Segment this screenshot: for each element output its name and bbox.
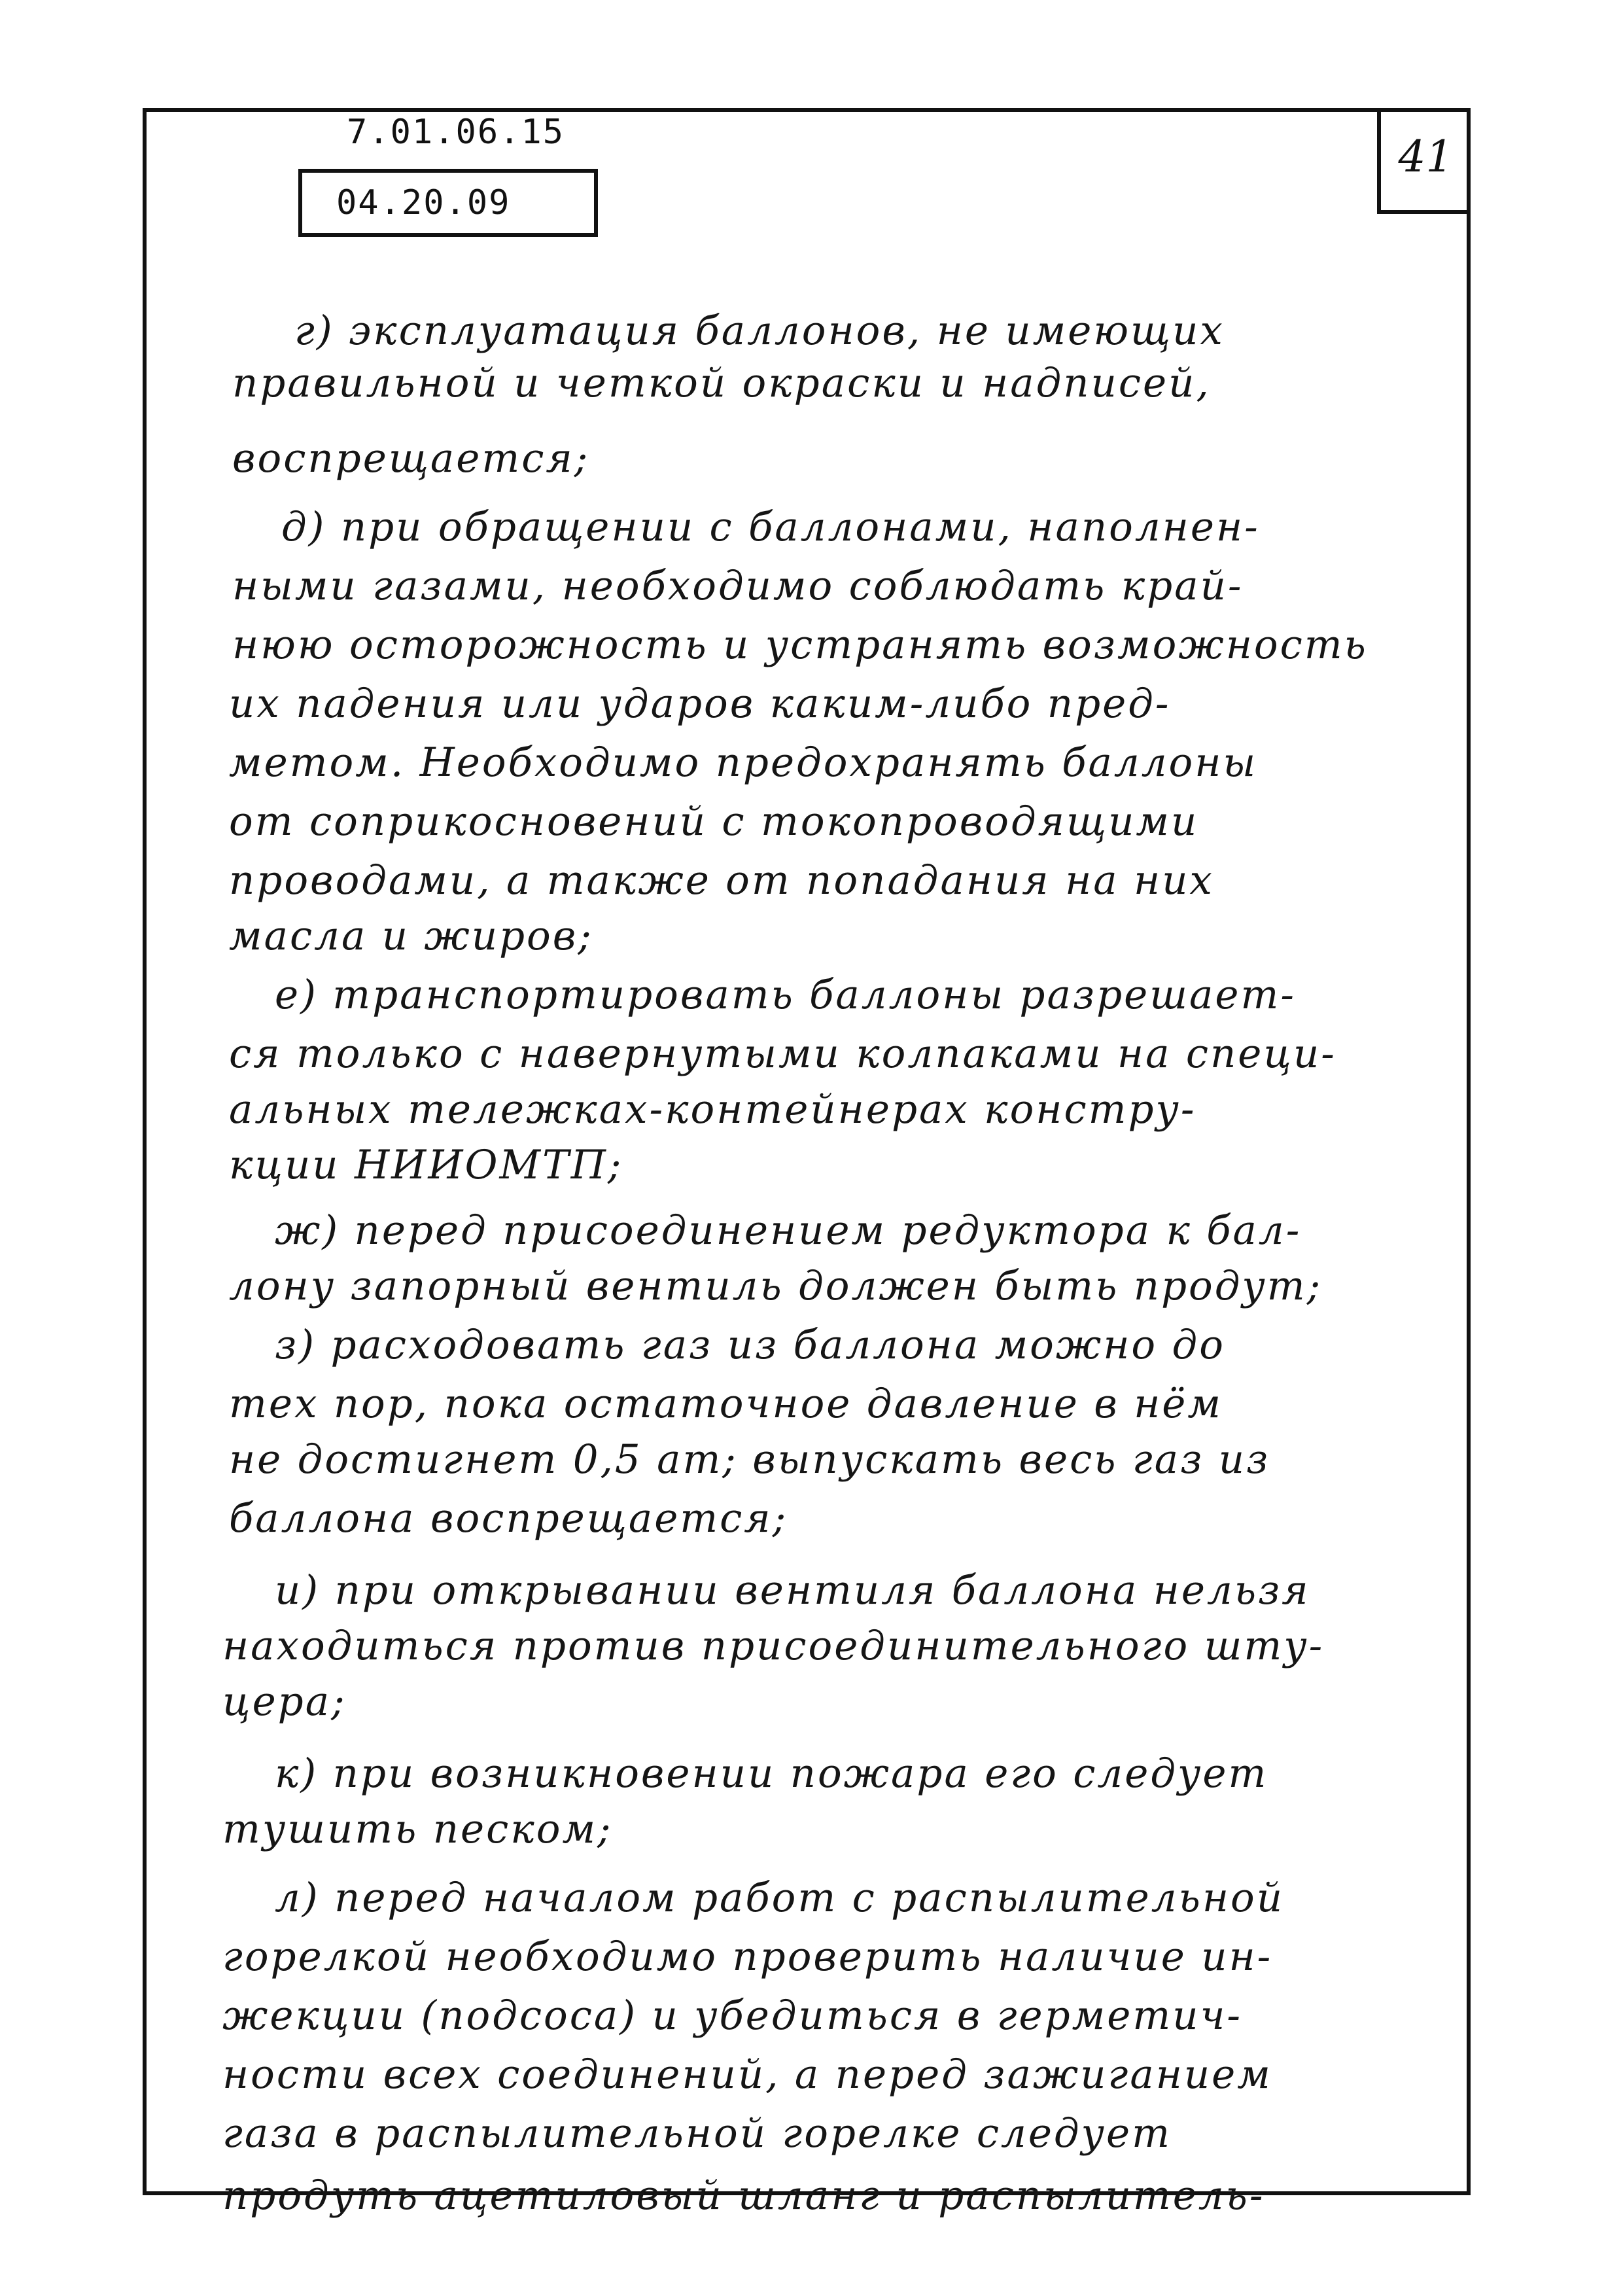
text-line: нюю осторожность и устранять возможность	[232, 622, 1368, 668]
text-line: ности всех соединений, а перед зажиганием	[222, 2051, 1272, 2098]
text-line: находиться против присоединительного шту-	[222, 1623, 1325, 1669]
text-line: ж) перед присоединением редуктора к бал-	[275, 1207, 1302, 1254]
text-line: з) расходовать газ из баллона можно до	[275, 1322, 1225, 1368]
text-line: тушить песком;	[222, 1806, 613, 1852]
text-line: горелкой необходимо проверить наличие ин-	[222, 1934, 1273, 1980]
document-code: 7.01.06.15	[347, 113, 565, 152]
text-line: метом. Необходимо предохранять баллоны	[229, 739, 1258, 786]
text-line: ными газами, необходимо соблюдать край-	[232, 563, 1244, 609]
text-line: продуть ацетиловый шланг и распылитель-	[222, 2172, 1265, 2219]
document-index: 04.20.09	[336, 183, 511, 222]
text-line: кции НИИОМТП;	[229, 1142, 623, 1188]
text-line: г) эксплуатация баллонов, не имеющих	[294, 308, 1225, 354]
text-line: жекции (подсоса) и убедиться в герметич-	[222, 1992, 1243, 2039]
text-line: воспрещается;	[232, 435, 590, 482]
text-line: от соприкосновений с токопроводящими	[229, 798, 1199, 845]
text-line: баллона воспрещается;	[229, 1495, 788, 1542]
text-line: лону запорный вентиль должен быть продут;	[229, 1263, 1323, 1309]
text-line: их падения или ударов каким-либо пред-	[229, 680, 1171, 727]
text-line: альных тележках-контейнерах констру-	[229, 1086, 1196, 1133]
text-line: д) при обращении с баллонами, наполнен-	[281, 504, 1260, 550]
text-line: и) при открывании вентиля баллона нельзя	[275, 1567, 1310, 1614]
text-line: к) при возникновении пожара его следует	[275, 1750, 1268, 1797]
text-line: газа в распылительной горелке следует	[222, 2110, 1172, 2157]
text-line: л) перед началом работ с распылительной	[275, 1875, 1285, 1921]
document-index-box	[298, 169, 598, 237]
text-line: не достигнет 0,5 ат; выпускать весь газ из	[229, 1436, 1270, 1483]
text-line: правильной и четкой окраски и надписей,	[232, 360, 1211, 406]
text-line: ся только с навернутыми колпаками на специ-	[229, 1031, 1336, 1077]
text-line: проводами, а также от попадания на них	[229, 857, 1214, 904]
text-line: масла и жиров;	[229, 913, 593, 959]
page-number: 41	[1398, 132, 1454, 182]
text-line: цера;	[222, 1678, 347, 1725]
text-line: тех пор, пока остаточное давление в нём	[229, 1381, 1223, 1427]
page-number-box	[1377, 108, 1471, 214]
text-line: е) транспортировать баллоны разрешает-	[275, 972, 1296, 1018]
